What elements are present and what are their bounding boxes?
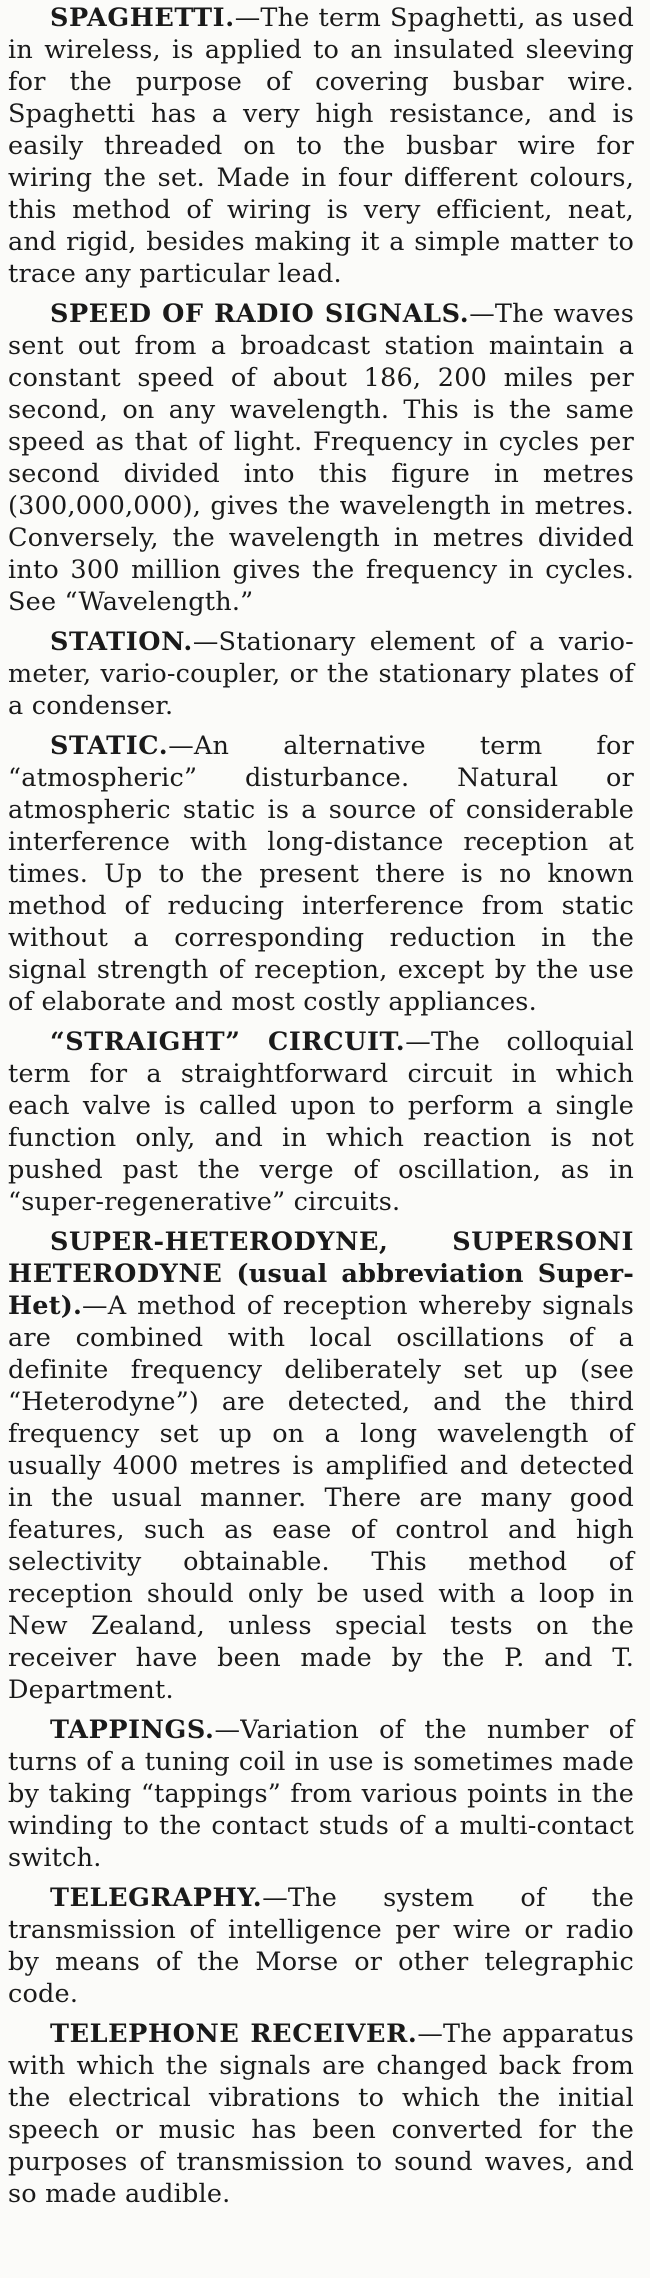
glossary-entry-telegraphy — [8, 1882, 634, 2010]
entry-body: —A method of reception whereby signals are combined with local oscillations of a definite frequency deliberately set up (see “Heterodyne”) are detected, and the third frequency set up on a long wavelength of usually 4000 metres is amplified and detected in the usual manner. There are many good features, such as ease of control and high selectivity obtainable. This method of reception should only be used with a loop in New Zealand, unless special tests on the receiver have been made by the P. and T. Department. — [8, 1291, 634, 1705]
entry-heading: TELEPHONE RECEIVER. — [50, 2019, 418, 2049]
glossary-entry-station — [8, 626, 634, 722]
entry-body: —The apparatus with which the signals are changed back from the electrical vibrations to which the initial speech or music has been converted for the purposes of transmission to sound waves, and so made audible. — [8, 2019, 634, 2209]
entry-body: —Stationary element of a vario-meter, vario-coupler, or the stationary plates of a condenser. — [8, 627, 634, 721]
entry-body: —An alternative term for “atmospheric” disturbance. Natural or atmospheric static is a source of considerable interference with long-distance reception at times. Up to the present there is no known method of reducing interference from static without a corresponding reduction in the signal strength of reception, except by the use of elaborate and most costly appliances. — [8, 731, 634, 1017]
entry-heading: TAPPINGS. — [50, 1715, 215, 1745]
entry-heading: SPEED OF RADIO SIGNALS. — [50, 299, 470, 329]
entry-heading: SUPER-HETERODYNE, SUPERSONI HETERODYNE — [8, 1227, 634, 1289]
entry-heading: TELEGRAPHY. — [50, 1883, 263, 1913]
entry-body: —The term Spaghetti, as used in wireless, is applied to an insulated sleeving for the purpose of covering busbar wire. Spaghetti has a very high resistance, and is easily threaded on to the busbar wire for wiring the set. Made in four different colours, this method of wiring is very efficient, neat, and rigid, besides making it a simple matter to trace any particular lead. — [8, 3, 634, 289]
glossary-entry-telephone-receiver — [8, 2018, 634, 2210]
glossary-entry-straight-circuit — [8, 1026, 634, 1218]
glossary-entry-spaghetti — [8, 2, 634, 290]
entry-heading: “STRAIGHT” CIRCUIT. — [50, 1027, 406, 1057]
glossary-entry-speed-of-radio-signals — [8, 298, 634, 618]
entry-body: —The system of the transmission of intelligence per wire or radio by means of the Morse or other telegraphic code. — [8, 1883, 634, 2009]
glossary-entry-super-heterodyne — [8, 1226, 634, 1706]
glossary-entry-tappings — [8, 1714, 634, 1874]
glossary-entry-static — [8, 730, 634, 1018]
entry-subheading: (usual abbreviation Super-Het). — [8, 1259, 634, 1321]
entry-body: —The waves sent out from a broadcast station maintain a constant speed of about 186, 200 miles per second, on any wavelength. This is the same speed as that of light. Frequency in cycles per second divided into this figure in metres (300,000,000), gives the wavelength in metres. Conversely, the wavelength in metres divided into 300 million gives the frequency in cycles. See “Wavelength.” — [8, 299, 634, 617]
entry-body: —The colloquial term for a straightforward circuit in which each valve is called upon to perform a single function only, and in which reaction is not pushed past the verge of oscillation, as in “super-regenerative” circuits. — [8, 1027, 635, 1217]
entry-heading: STATIC. — [50, 731, 169, 761]
entry-body: —Variation of the number of turns of a tuning coil in use is sometimes made by taking “tappings” from various points in the winding to the contact studs of a multi-contact switch. — [8, 1715, 634, 1873]
entry-heading: STATION. — [50, 627, 193, 657]
entry-heading: SPAGHETTI. — [50, 3, 235, 33]
